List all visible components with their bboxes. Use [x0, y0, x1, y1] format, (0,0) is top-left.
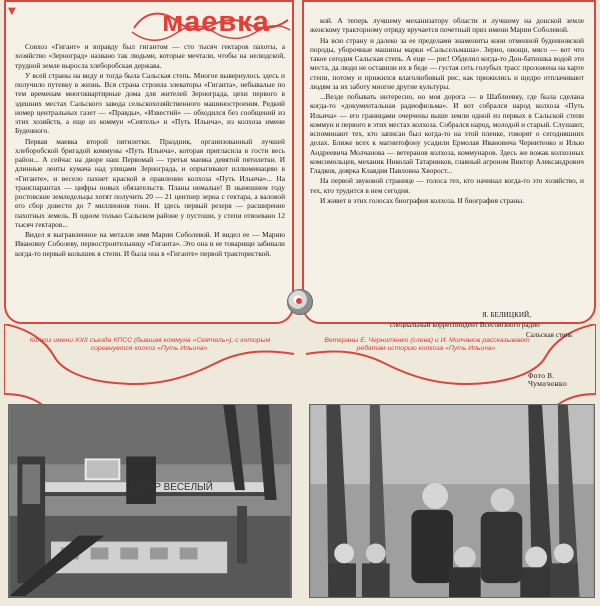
- right-paragraph-3: ...Везде побывать интересно, но моя дорога — в Шаблиевку, где была сделана когда-то «документальная радиофильма». И вот собрался народ колхоза «Путь Ильича» — его границами очерчены выше земли одной из первых в Сальской степи коммун и первого в этих местах колхоза. Собрался народ, молодой и старый. Слушают, вспоминают тех, кто записан был когда-то на этой пленке, говорят о сегодняшних делах. Ближе всех к магнитофону усадили Ермолая Ивановича Чернитенко и Илью Андреевича Молчанова — ветеранов колхоза, коммунаров. Здесь же вожак колхозных комсомольцев, механик Николай Татаринков, главный агроном Виктор Александрович Гладков, доярка Клавдия Павловна Хворост...: [310, 92, 584, 175]
- left-paragraph-4: Видел я выгравленное на металле имя Марии Соболевой. И видел ее — Марию Ивановну Соболеву, первостроительницу «Гиганта». Это она и ее товарищи забивали когда-то первый колышек в степи. И была она в «Гиганте» первой трактористкой.: [15, 230, 285, 258]
- right-paragraph-2: На всю страну и далеко за ее пределами знамениты кони отменной буденновской породы, уборочные машины марки «Сальсельмаша». Зерно, овощи, мясо — вот что такое сегодня Сальская степь. А еще — рис! Обделил когда-то Дон-батюшка водой эти места, да люди не оставили их в беде — густая сеть голубых трасс проложена на карте степи, потому и прижился влаголюбивый рис, как прижились и щедро отплачивают людям за их заботу многие другие культуры.: [310, 35, 584, 91]
- right-photo: [309, 404, 595, 598]
- author-role: специальный корреспондент Всесоюзного радио: [390, 321, 540, 329]
- photo-credit: Фото В. Чумаченко: [528, 372, 567, 388]
- author-name: Я. БЕЛИЦКИЙ,: [482, 311, 532, 319]
- right-paragraph-5: И живет в этих голосах биография колхоза. И биография страны.: [320, 195, 525, 205]
- right-article-column: [310, 16, 584, 206]
- right-paragraph-1: кой. А теперь лучшему механизатору области и лучшему на донской земле женскому тракторному отряду вручается почетный приз имени Марии Соболевой.: [310, 16, 584, 35]
- left-article-column: [15, 42, 285, 259]
- page-title: маевка: [162, 6, 270, 38]
- left-photo: [8, 404, 292, 598]
- left-photo-caption: Колхоз имени XXII съезда КПСС (бывшая коммуна «Сеятель»), с которым соревнуется колхоз «Путь Ильича».: [29, 337, 271, 353]
- author-place: Сальская степь: [526, 331, 573, 339]
- left-paragraph-2: У всей страны на виду и тогда была Сальская степь. Многое вывернулось здесь и получило путевку в жизнь. Вся страна строила элеваторы «Гиганта», небывалые по тем временам многоквартирные дома для жителей Зернограда, цехи первого в здешних местах Сальского завода сельскохозяйственного машиностроения. Редкий номер центральных газет — «Правды», «Известий» — обходился без сообщений из этих хозяйств, а еще из коммун «Сеятель» и «Путь Ильича», из колхоза имени Буденного.: [15, 70, 285, 136]
- left-photo-sign-text: ХУТОР ВЕСЕЛЫЙ: [128, 482, 213, 494]
- left-paragraph-1: Совхоз «Гигант» и вправду был гигантом — сто тысяч гектаров пахоты, а хозяйство «Зерноград» названо так людьми, которые мечтали, чтобы на нелюдской, трудной земле выросла хлеборобская держава.: [15, 42, 285, 70]
- veterans-with-children-image: [310, 405, 594, 597]
- left-paragraph-3: Первая маевка второй пятилетки. Праздник, организованный лучшей хлеборобской бригадой коммуны «Путь Ильича», которая пригласила в гости весь район... А сейчас на дворе наш Первомай — третья маевка девятой пятилетки. И длинные ленты кумача над улицами Зернограда, и опрыгивают иллюминацию в «Гиганте», и весело пахнет краской в правлении колхоза «Путь Ильича»... На транспарантах — цифры новых обязательств. Планы немалые! В нынешнем году ростовские земледельцы хотят получить 20 — 21 центнер зерна с гектара, а валовой его сбор довести до 7 миллионов тонн. И здесь первый резерв — расширение пахотных земель. В одном только Сальском районе у пустоши, у степи отвоевано 12 тысяч гектаров...: [15, 136, 285, 229]
- village-scene-image: [9, 405, 291, 597]
- record-hole-icon: [287, 289, 313, 315]
- right-photo-caption: Ветераны Е. Чернитенко (слева) и И. Молчанов рассказывают ребятам историю колхоза «Путь Ильича».: [324, 337, 530, 353]
- right-paragraph-4: На первой звуковой странице — голоса тех, кто начинал когда-то это хозяйство, и тех, кто трудится в нем сегодня.: [310, 176, 584, 195]
- triangle-mark-icon: ▼: [8, 6, 16, 17]
